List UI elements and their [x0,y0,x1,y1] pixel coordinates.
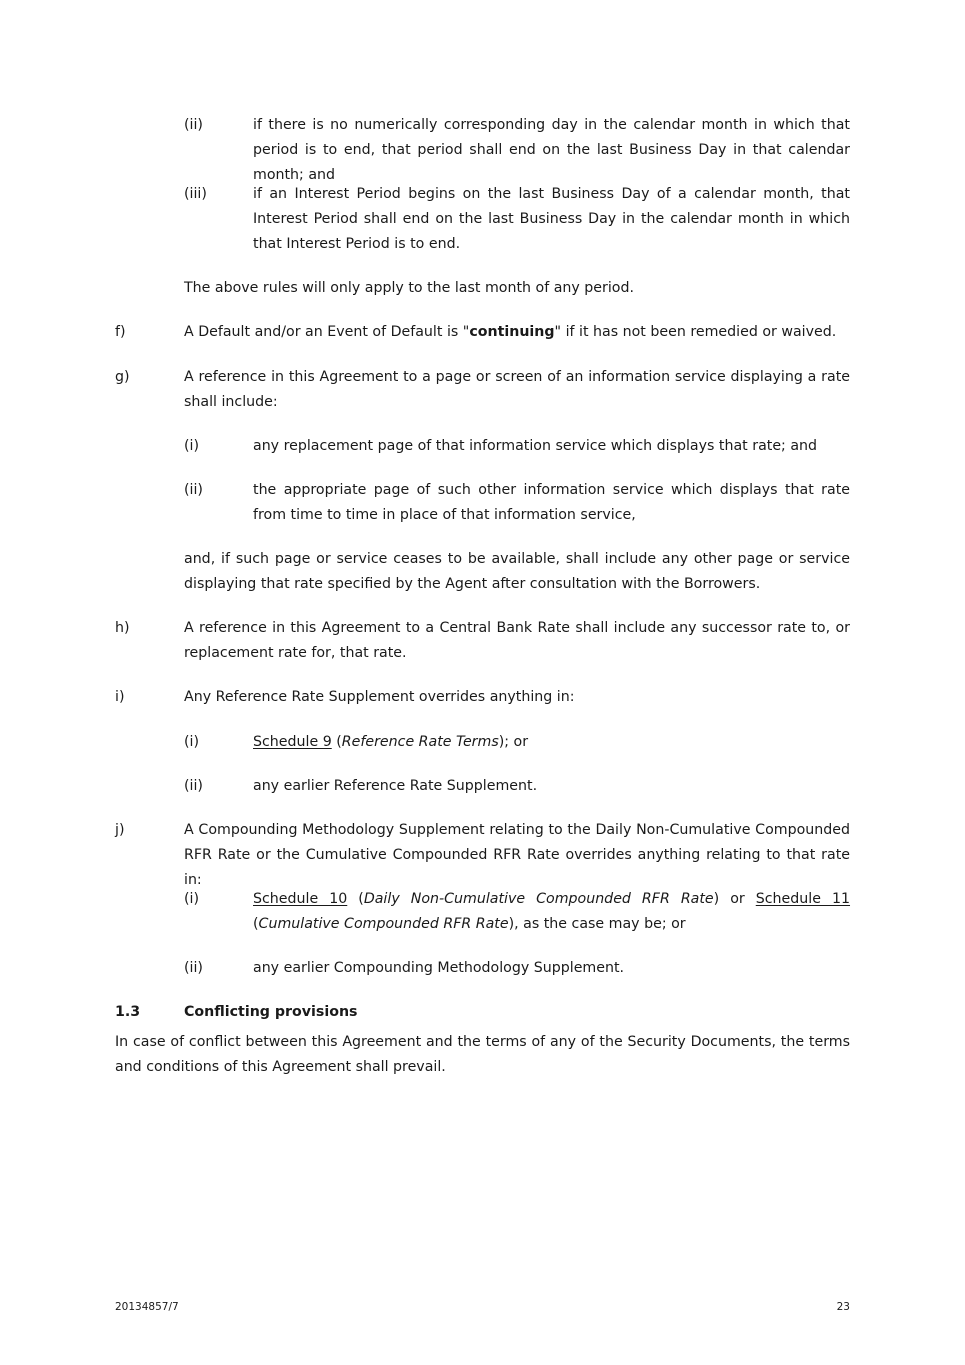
schedule-11-link[interactable]: Schedule 11 [755,891,851,907]
reference-rate-terms: Reference Rate Terms [341,734,499,750]
clause-label-i-i: (i) [184,734,200,750]
paren-open: ( [331,734,342,750]
clause-text-i-i [253,730,850,755]
schedule-9-link[interactable]: Schedule 9 [253,734,332,750]
clause-label-j-ii: (ii) [184,960,203,976]
clause-label-h: h) [115,620,130,636]
footer-doc-ref: 20134857/7 [115,1301,179,1313]
clause-text-i-ii: any earlier Reference Rate Supplement. [253,778,538,794]
paren-open: ( [253,916,259,932]
clause-label-iii: (iii) [184,186,207,202]
section-title: Conflicting provisions [184,1004,358,1020]
clause-f-pre: A Default and/or an Event of Default is " [184,324,470,340]
defined-term-continuing: continuing [469,324,555,340]
clause-text-j-ii: any earlier Compounding Methodology Supplement. [253,960,625,976]
schedule-10-link[interactable]: Schedule 10 [253,891,348,907]
clause-text-i: Any Reference Rate Supplement overrides anything in: [184,689,575,705]
section-number: 1.3 [115,1004,141,1020]
clause-text-ii: if there is no numerically corresponding day in the calendar month in which that period is to end, that period shall end on the last Business Day in that calendar month; and [253,117,850,183]
clause-f-post: " if it has not been remedied or waived. [554,324,837,340]
clause-text-g-ii: the appropriate page of such other information service which displays that rate from time to time in place of that information service, [253,482,850,523]
footer-page-number: 23 [836,1301,850,1313]
clause-text-f [184,320,850,345]
rules-note: The above rules will only apply to the last month of any period. [184,280,635,296]
clause-label-f: f) [115,324,126,340]
clause-label-i-ii: (ii) [184,778,203,794]
clause-label-g-i: (i) [184,438,200,454]
clause-text-g-i: any replacement page of that information service which displays that rate; and [253,438,818,454]
clause-g-tail: and, if such page or service ceases to be available, shall include any other page or service displaying that rate specified by the Agent after consultation with the Borrowers. [184,551,850,592]
paren-open: ( [347,891,364,907]
paren-close: ); or [498,734,529,750]
clause-label-g: g) [115,369,130,385]
clause-text-iii: if an Interest Period begins on the last Business Day of a calendar month, that Interest Period shall end on the last Business Day in the calendar month in which that Interest Period is to end. [253,186,850,252]
clause-label-j-i: (i) [184,891,200,907]
clause-text-h: A reference in this Agreement to a Central Bank Rate shall include any successor rate to, or replacement rate for, that rate. [184,620,850,661]
clause-label-ii: (ii) [184,117,203,133]
clause-text-g: A reference in this Agreement to a page or screen of an information service displaying a rate shall include: [184,369,850,410]
cumulative-rate-term: Cumulative Compounded RFR Rate [258,916,509,932]
clause-text-j-i [253,887,850,937]
conjunction-or: ) or [713,891,756,907]
section-body: In case of conflict between this Agreement and the terms of any of the Security Documents, the terms and conditions of this Agreement shall prevail. [115,1034,850,1075]
daily-non-cumulative-rate-term: Daily Non-Cumulative Compounded RFR Rate [363,891,714,907]
clause-label-i: i) [115,689,125,705]
paren-close: ), as the case may be; or [508,916,686,932]
clause-label-g-ii: (ii) [184,482,203,498]
clause-label-j: j) [115,822,125,838]
clause-text-j: A Compounding Methodology Supplement relating to the Daily Non-Cumulative Compounded RFR Rate or the Cumulative Compounded RFR Rate overrides anything relating to that rate in: [184,822,850,888]
